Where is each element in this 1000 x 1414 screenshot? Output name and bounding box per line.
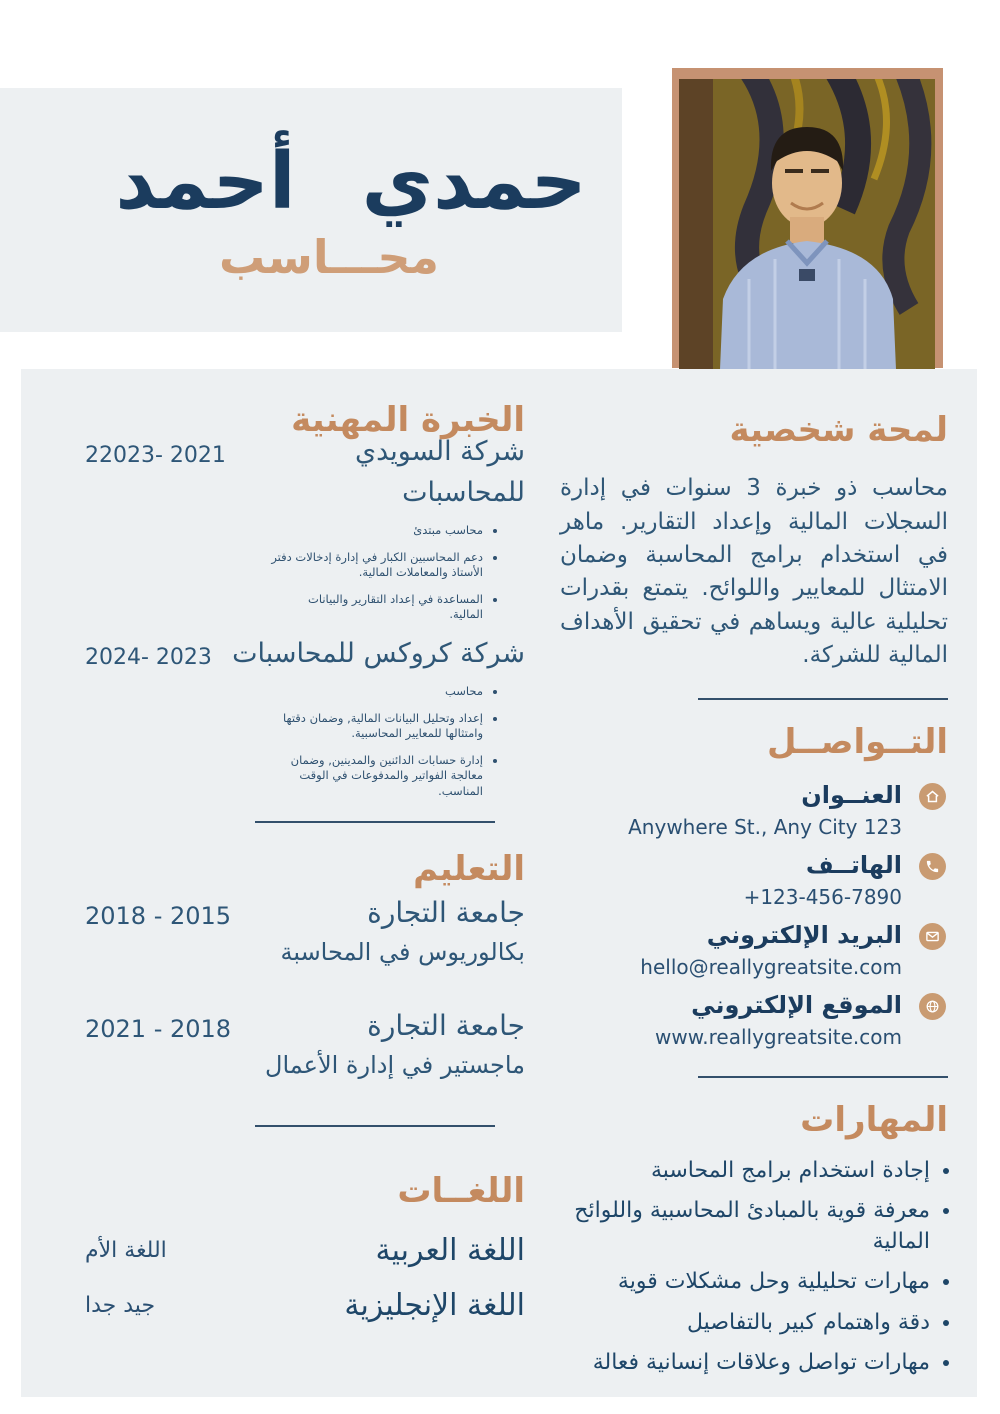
language-row (85, 1288, 525, 1323)
language-level: جيد جدا (85, 1292, 156, 1318)
job-dates: 22023- 2021 (85, 443, 226, 469)
job-duties-list (271, 684, 497, 799)
summary-heading: لمحة شخصية (729, 410, 948, 450)
education-dates: 2021 - 2018 (85, 1015, 232, 1044)
contact-label: الموقع الإلكتروني (691, 991, 902, 1020)
skill-item: • مهارات تحليلية وحل مشكلات قوية (570, 1266, 930, 1297)
home-icon (919, 783, 946, 810)
school-name: جامعة التجارة (367, 895, 525, 929)
first-name: حمدي (361, 137, 587, 227)
header-name-panel (0, 88, 622, 332)
contact-item-phone (560, 850, 948, 910)
job-dates: 2024- 2023 (85, 644, 212, 670)
company-name: شركة كروكس للمحاسبات (232, 637, 525, 669)
experience-entry (85, 432, 525, 623)
phone-icon (919, 853, 946, 880)
section-divider (255, 1125, 495, 1127)
contact-item-website (560, 990, 948, 1050)
contact-value: hello@reallygreatsite.com (640, 955, 902, 980)
skills-heading: المهارات (800, 1100, 948, 1141)
email-icon (919, 923, 946, 950)
job-duty: • إعداد وتحليل البيانات المالية, وضمان دقتها وامتثالها للمعايير المحاسبية. (271, 711, 483, 742)
education-dates: 2018 - 2015 (85, 901, 232, 930)
contact-value: Anywhere St., Any City 123 (628, 815, 902, 840)
job-title: محـــاسب (218, 229, 439, 284)
contact-label: الهاتــف (805, 851, 902, 880)
language-name: اللغة الإنجليزية (344, 1287, 525, 1323)
contact-label: البريد الإلكتروني (706, 921, 902, 950)
company-name: شركة السويدي للمحاسبات (354, 436, 525, 508)
experience-heading: الخبرة المهنية (291, 400, 525, 440)
profile-photo-illustration (679, 79, 935, 393)
language-name: اللغة العربية (375, 1232, 525, 1268)
education-entry (85, 1005, 525, 1083)
contact-list (560, 780, 948, 1050)
person-name (40, 137, 662, 227)
education-heading: التعليم (413, 849, 525, 890)
contact-heading: التــواصــل (767, 722, 948, 763)
profile-photo (679, 79, 935, 393)
job-duty: • المساعدة في إعداد التقارير والبيانات المالية. (271, 592, 483, 623)
section-divider (698, 1076, 948, 1078)
job-duty: • محاسب (271, 684, 483, 700)
contact-value: www.reallygreatsite.com (655, 1025, 902, 1050)
skills-list (570, 1155, 946, 1378)
section-divider (255, 821, 495, 823)
contact-item-email (560, 920, 948, 980)
contact-item-address (560, 780, 948, 840)
experience-entry (85, 634, 525, 800)
summary-text: محاسب ذو خبرة 3 سنوات في إدارة السجلات المالية وإعداد التقارير. ماهر في استخدام برامج المحاسبة وضمان الامتثال للمعايير واللوائح. يتمتع بقدرات تحليلية عالية ويساهم في تحقيق الأهداف المالية للشركة. (560, 475, 948, 668)
job-duty: • إدارة حسابات الدائنين والمدينين, وضمان معالجة الفواتير والمدفوعات في الوقت المناسب. (271, 753, 483, 800)
skill-item: • معرفة قوية بالمبادئ المحاسبية واللوائح المالية (570, 1195, 930, 1257)
degree-name: بكالوريوس في المحاسبة (280, 937, 525, 966)
school-name: جامعة التجارة (367, 1009, 525, 1043)
skill-item: • دقة واهتمام كبير بالتفاصيل (570, 1307, 930, 1338)
globe-icon (919, 993, 946, 1020)
skill-item: • مهارات تواصل وعلاقات إنسانية فعالة (570, 1347, 930, 1378)
skill-item: • إجادة استخدام برامج المحاسبة (570, 1155, 930, 1186)
languages-heading: اللغــات (397, 1170, 525, 1211)
job-duty: • دعم المحاسبين الكبار في إدارة إدخالات دفتر الأستاذ والمعاملات المالية. (271, 550, 483, 581)
job-duties-list (271, 523, 497, 623)
education-entry (85, 892, 525, 970)
language-level: اللغة الأم (85, 1237, 167, 1263)
contact-value: +123-456-7890 (743, 885, 902, 910)
language-row (85, 1233, 525, 1268)
last-name: أحمد (115, 137, 296, 227)
section-divider (698, 698, 948, 700)
job-duty: • محاسب مبتدئ (271, 523, 483, 539)
degree-name: ماجستير في إدارة الأعمال (265, 1051, 525, 1080)
left-column (85, 398, 525, 1323)
contact-label: العنــوان (801, 781, 902, 810)
right-column (560, 408, 948, 1387)
